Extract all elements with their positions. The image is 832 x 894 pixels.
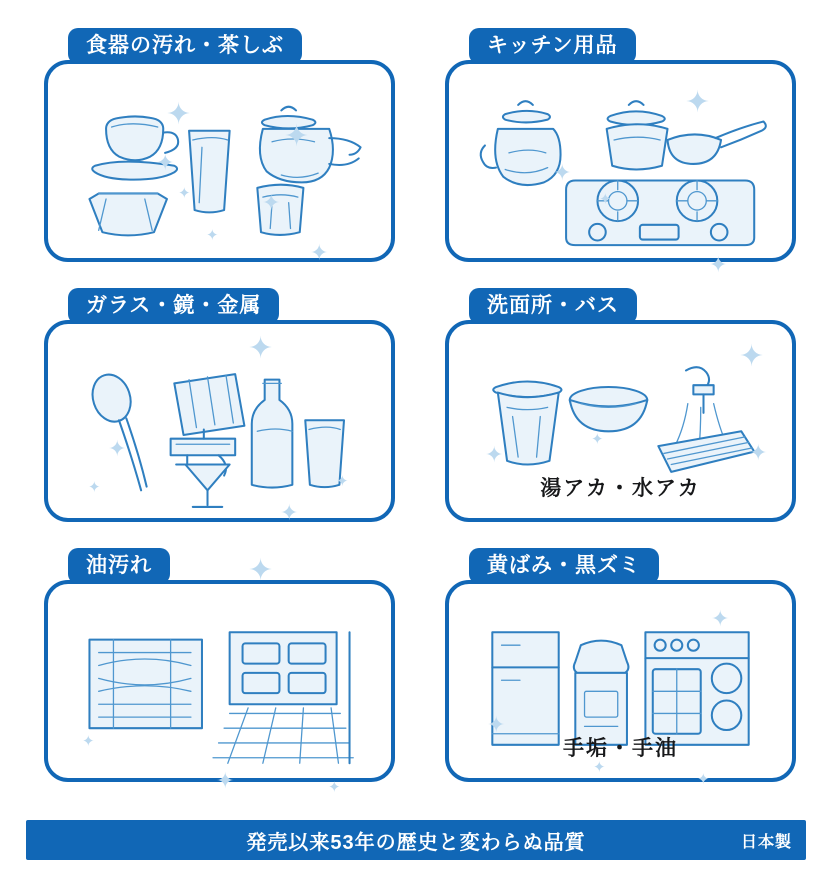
sparkle-icon: ✦ xyxy=(280,500,299,525)
sparkle-icon: ✦ xyxy=(328,779,341,796)
sparkle-icon: ✦ xyxy=(108,436,127,461)
bath-steps-icon xyxy=(658,431,754,472)
sparkle-icon: ✦ xyxy=(599,191,612,208)
sparkle-icon: ✦ xyxy=(553,160,572,185)
sparkle-icon: ✦ xyxy=(178,185,191,202)
sparkle-icon: ✦ xyxy=(593,759,606,776)
sparkle-icon: ✦ xyxy=(248,554,274,587)
panel-cell-yellowing-blackening xyxy=(427,548,806,794)
wash-basin-icon xyxy=(570,387,647,431)
panel-badge-yellowing-blackening: 黄ばみ・黒ズミ xyxy=(469,548,659,584)
sparkle-icon: ✦ xyxy=(88,479,101,496)
bucket-icon xyxy=(493,382,561,465)
mirror-icon xyxy=(174,374,244,435)
panel-cell-washroom-bath xyxy=(427,288,806,534)
panel-glass-mirror-metal xyxy=(44,320,395,525)
panel-caption-yellowing-blackening: 手垢・手油 xyxy=(563,737,678,760)
sparkle-icon: ✦ xyxy=(82,733,95,750)
panel-yellowing-blackening xyxy=(445,580,796,788)
sparkle-icon: ✦ xyxy=(487,712,506,737)
panel-badge-tableware: 食器の汚れ・茶しぶ xyxy=(68,28,302,64)
sparkle-icon: ✦ xyxy=(709,252,728,277)
sparkle-icon: ✦ xyxy=(310,240,329,265)
spoon-icon xyxy=(87,370,147,491)
grill-icon xyxy=(89,640,202,729)
sparkle-icon: ✦ xyxy=(284,120,310,153)
sparkle-icon: ✦ xyxy=(739,340,765,373)
wine-glass-icon xyxy=(185,465,229,507)
sparkle-icon: ✦ xyxy=(156,150,175,175)
stove-top-icon xyxy=(230,632,337,704)
sparkle-icon: ✦ xyxy=(591,431,604,448)
glass-icon xyxy=(305,420,344,487)
bowl-icon xyxy=(89,193,166,235)
panel-tableware xyxy=(44,60,395,265)
sparkle-icon: ✦ xyxy=(216,768,235,793)
footer-banner xyxy=(26,820,806,860)
panel-oil-stain xyxy=(44,580,395,796)
sparkle-icon: ✦ xyxy=(711,606,730,631)
gas-stove-icon xyxy=(566,181,754,246)
sparkle-icon: ✦ xyxy=(749,440,768,465)
panel-grid xyxy=(26,28,806,794)
panel-cell-kitchenware xyxy=(427,28,806,277)
panel-kitchenware xyxy=(445,60,796,277)
sparkle-icon: ✦ xyxy=(166,98,192,131)
footer-origin: 日本製 xyxy=(740,833,792,851)
sugar-pot-icon xyxy=(257,185,303,235)
panel-badge-kitchenware: キッチン用品 xyxy=(469,28,636,64)
teapot-icon xyxy=(260,107,361,183)
kettle-icon xyxy=(481,101,561,185)
sparkle-icon: ✦ xyxy=(206,227,219,244)
sparkle-icon: ✦ xyxy=(336,473,349,490)
teacup-saucer-icon xyxy=(92,116,178,179)
tableware-illustration xyxy=(48,92,391,258)
sparkle-icon: ✦ xyxy=(485,442,504,467)
panel-caption-washroom-bath: 湯アカ・水アカ xyxy=(540,477,701,500)
water-server-icon xyxy=(574,641,629,745)
sparkle-icon: ✦ xyxy=(262,190,281,215)
oil-stain-illustration xyxy=(48,612,391,778)
panel-badge-glass-mirror-metal: ガラス・鏡・金属 xyxy=(68,288,279,324)
panel-cell-glass-mirror-metal xyxy=(26,288,405,534)
panel-badge-washroom-bath: 洗面所・バス xyxy=(469,288,637,324)
refrigerator-icon xyxy=(492,632,558,745)
sparkle-icon: ✦ xyxy=(248,332,274,365)
panel-cell-oil-stain xyxy=(26,548,405,794)
frying-pan-icon xyxy=(668,122,766,164)
kitchenware-illustration xyxy=(449,92,792,258)
panel-badge-oil-stain: 油汚れ xyxy=(68,548,170,584)
glass-icon xyxy=(189,131,230,213)
washing-machine-icon xyxy=(645,632,748,745)
footer-tagline: 発売以来53年の歴史と変わらぬ品質 xyxy=(246,831,586,854)
pot-with-lid-icon xyxy=(607,101,668,169)
panel-washroom-bath xyxy=(445,320,796,522)
glass-mirror-metal-illustration xyxy=(48,352,391,518)
panel-cell-tableware xyxy=(26,28,405,274)
sparkle-icon: ✦ xyxy=(685,86,711,119)
bottle-icon xyxy=(252,380,293,488)
sparkle-icon: ✦ xyxy=(697,771,710,788)
